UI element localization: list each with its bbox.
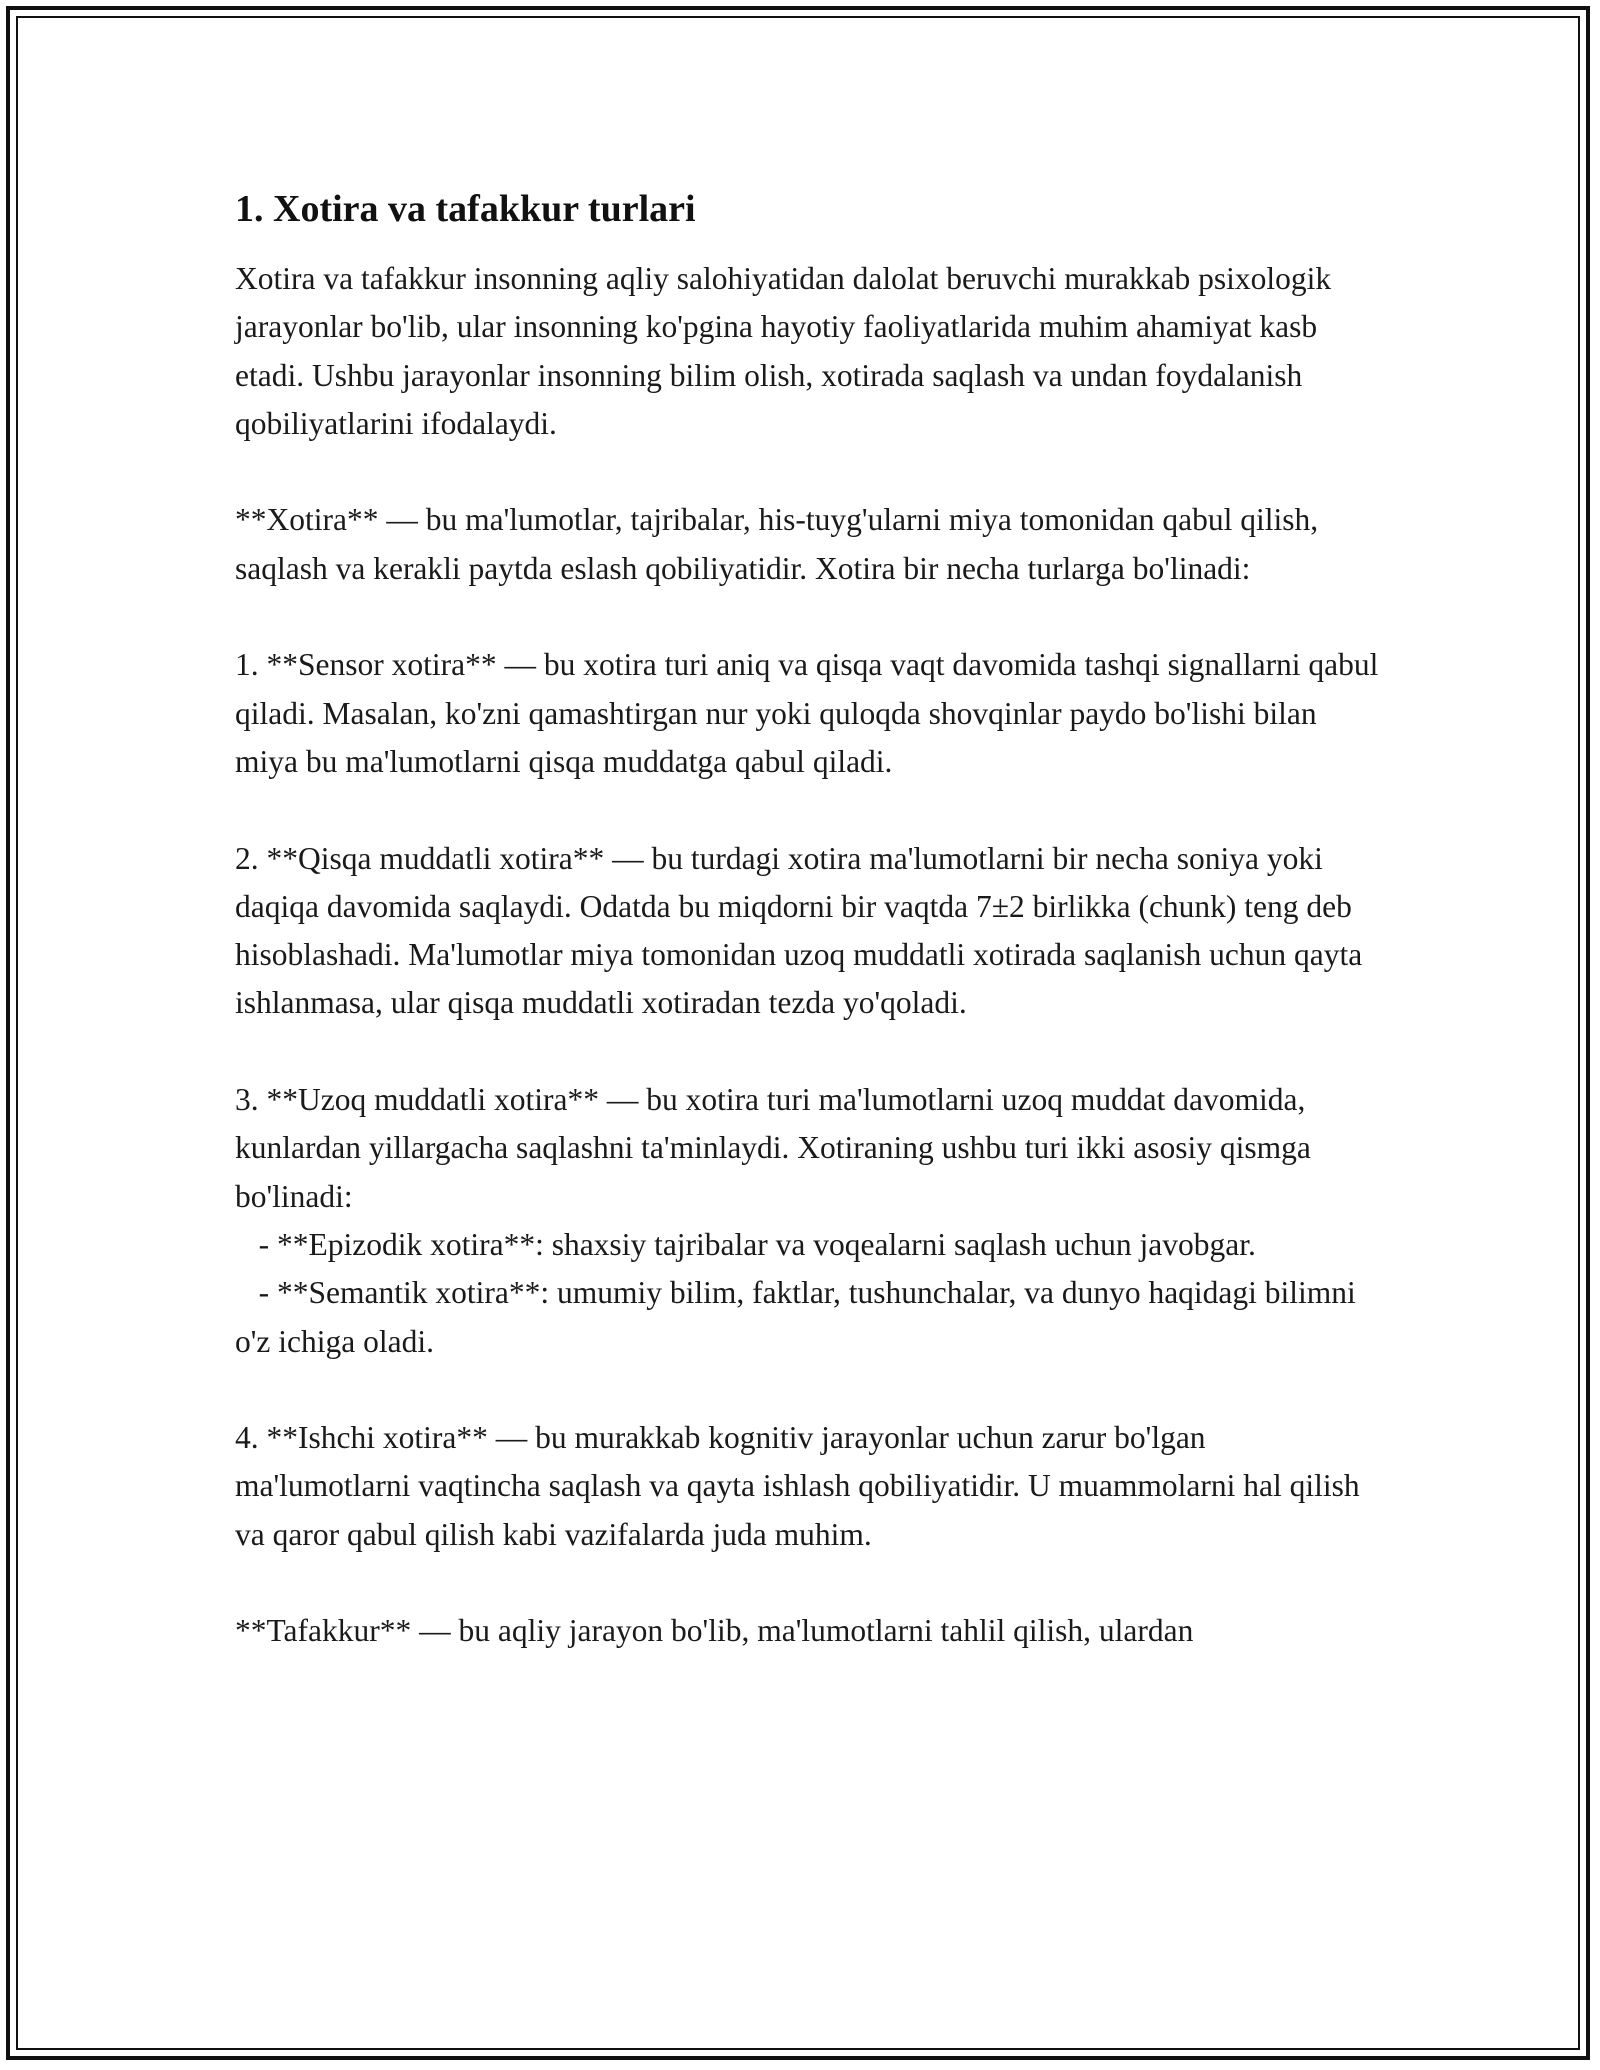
paragraph-working-memory: 4. **Ishchi xotira** — bu murakkab kognitiv jarayonlar uchun zarur bo'lgan ma'lumotlarni vaqtincha saqlash va qayta ishlash qobiliyatidir. U muammolarni hal qilish va qaror qabul qilish kabi vazifalarda juda muhim. (235, 1420, 1368, 1552)
document-body (235, 185, 1385, 1656)
paragraph-tafakkur-definition: **Tafakkur** — bu aqliy jarayon bo'lib, ma'lumotlarni tahlil qilish, ulardan (235, 1613, 1194, 1649)
paragraph-intro: Xotira va tafakkur insonning aqliy salohiyatidan dalolat beruvchi murakkab psixologik jarayonlar bo'lib, ular insonning ko'pgina hayotiy faoliyatlarida muhim ahamiyat kasb etadi. Ushbu jarayonlar insonning bilim olish, xotirada saqlash va undan foydalanish qobiliyatlarini ifodalaydi. (235, 261, 1339, 441)
section-heading: 1. Xotira va tafakkur turlari (235, 188, 696, 230)
paragraph-xotira-definition: **Xotira** — bu ma'lumotlar, tajribalar, his-tuyg'ularni miya tomonidan qabul qilish, saqlash va kerakli paytda eslash qobiliyatidir. Xotira bir necha turlarga bo'linadi: (235, 502, 1327, 586)
paragraph-sensor-memory: 1. **Sensor xotira** — bu xotira turi aniq va qisqa vaqt davomida tashqi signallarni qabul qiladi. Masalan, ko'zni qamashtirgan nur yoki quloqda shovqinlar paydo bo'lishi bilan miya bu ma'lumotlarni qisqa muddatga qabul qiladi. (235, 647, 1387, 779)
paragraph-long-term-memory: 3. **Uzoq muddatli xotira** — bu xotira turi ma'lumotlarni uzoq muddat davomida, kunlardan yillargacha saqlashni ta'minlaydi. Xotiraning ushbu turi ikki asosiy qismga bo'linadi: - **Epizodik xotira**: shaxsiy tajribalar va voqealarni saqlash uchun javobgar. - **Semantik xotira**: umumiy bilim, faktlar, tushunchalar, va dunyo haqidagi bilimni o'z ichiga oladi. (235, 1082, 1356, 1359)
paragraph-short-term-memory: 2. **Qisqa muddatli xotira** — bu turdagi xotira ma'lumotlarni bir necha soniya yoki daqiqa davomida saqlaydi. Odatda bu miqdorni bir vaqtda 7±2 birlikka (chunk) teng deb hisoblashadi. Ma'lumotlar miya tomonidan uzoq muddatli xotirada saqlanish uchun qayta ishlanmasa, ular qisqa muddatli xotiradan tezda yo'qoladi. (235, 840, 1371, 1021)
